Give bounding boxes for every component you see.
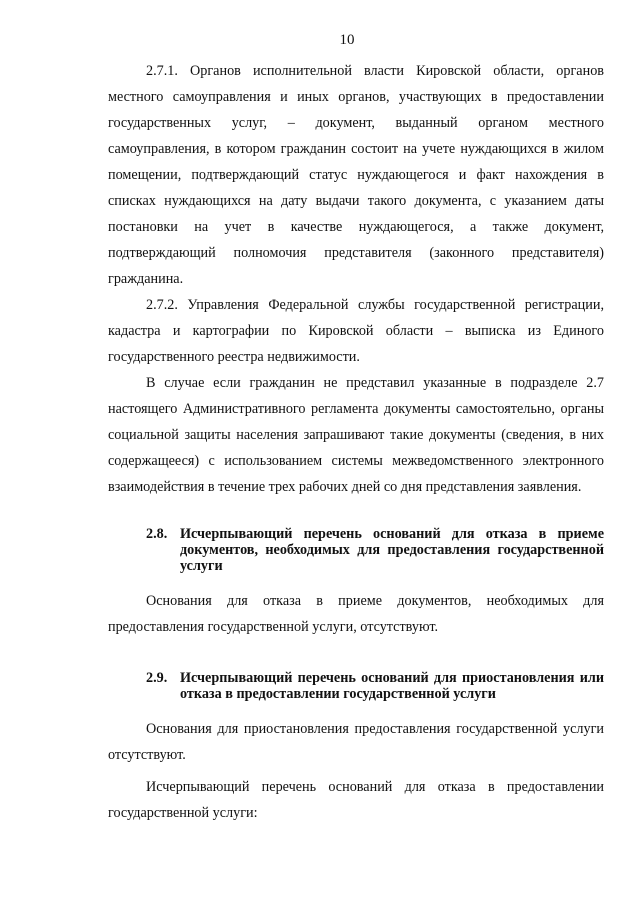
section-body-2-8: Основания для отказа в приеме документов, необходимых для предоставления государственной услуги, отсутствуют. <box>108 593 604 635</box>
paragraph-2-7-2: 2.7.2. Управления Федеральной службы государственной регистрации, кадастра и картографии по Кировской области – выписка из Единого государственного реестра недвижимости. <box>108 297 604 365</box>
section-heading-2-9 <box>146 670 604 702</box>
section-heading-2-8 <box>146 526 604 574</box>
paragraph-2-7-1: 2.7.1. Органов исполнительной власти Кировской области, органов местного самоуправления и иных органов, участвующих в предоставлении государственных услуг, – документ, выданный органом местного самоуправления, в котором гражданин состоит на учете нуждающихся в жилом помещении, подтверждающий статус нуждающегося и факт нахождения в списках нуждающихся на дату выдачи такого документа, с указанием даты постановки на учет в качестве нуждающегося, а также документ, подтверждающий полномочия представителя (законного представителя) гражданина. <box>108 63 604 287</box>
page-number: 10 <box>339 32 355 48</box>
paragraph-request-documents: В случае если гражданин не представил указанные в подразделе 2.7 настоящего Административного регламента документы самостоятельно, органы социальной защиты населения запрашивают такие документы (сведения, в них содержащееся) с использованием системы межведомственного электронного взаимодействия в течение трех рабочих дней со дня представления заявления. <box>108 375 604 495</box>
section-title-2-9: Исчерпывающий перечень оснований для приостановления или отказа в предоставлении государственной услуги <box>180 670 604 702</box>
section-body-2-9-refusal: Исчерпывающий перечень оснований для отказа в предоставлении государственной услуги: <box>108 779 604 821</box>
section-number-2-8: 2.8. <box>146 526 168 542</box>
section-body-2-9-suspension: Основания для приостановления предоставления государственной услуги отсутствуют. <box>108 721 604 763</box>
section-title-2-8: Исчерпывающий перечень оснований для отказа в приеме документов, необходимых для предоставления государственной услуги <box>180 526 604 574</box>
section-number-2-9: 2.9. <box>146 670 168 686</box>
